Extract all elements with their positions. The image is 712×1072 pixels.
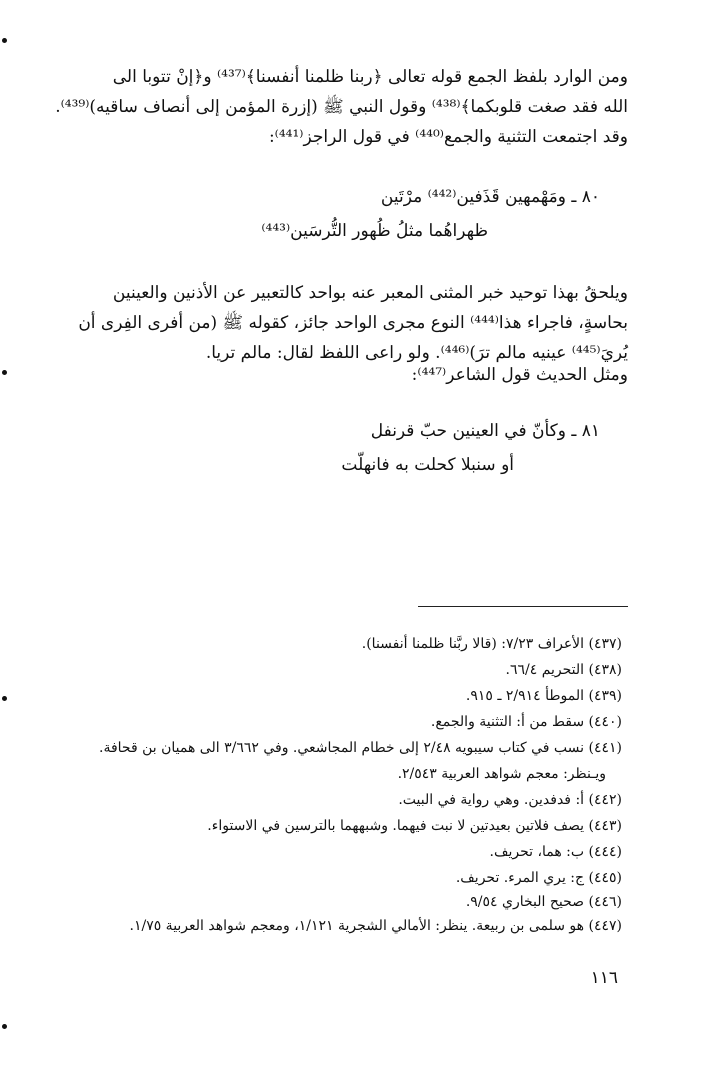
footnote-442: (٤٤٢) أ: فدفدين. وهي رواية في البيت.: [398, 792, 622, 808]
footnote-438: (٤٣٨) التحريم ٦٦/٤.: [505, 662, 622, 678]
body-line: ومن الوارد بلفظ الجمع قوله تعالى ﴿ربنا ظلمنا أنفسنا﴾⁽⁴³⁷⁾ و﴿إنْ تتوبا الى: [112, 67, 628, 87]
footnote-437: (٤٣٧) الأعراف ٧/٢٣: (قالا ربَّنا ظلمنا أنفسنا).: [361, 636, 622, 652]
verse-81-second-hemistich: أو سنبلا كحلت به فانهلّت: [341, 455, 514, 475]
body-line: ويلحقُ بهذا توحيد خبر المثنى المعبر عنه بواحد كالتعبير عن الأذنين والعينين: [112, 283, 628, 303]
footnote-445: (٤٤٥) ج: يري المرء. تحريف.: [455, 870, 622, 886]
footnote-447: (٤٤٧) هو سلمى بن ربيعة. ينظر: الأمالي الشجرية ١/١٢١، ومعجم شواهد العربية ١/٧٥.: [129, 918, 622, 934]
footnote-separator: [418, 606, 628, 607]
footnote-439: (٤٣٩) الموطأ ٢/٩١٤ ـ ٩١٥.: [465, 688, 622, 704]
footnote-441-continuation: ويـنظر: معجم شواهد العربية ٢/٥٤٣.: [397, 766, 606, 782]
margin-mark: [2, 370, 7, 375]
verse-80-second-hemistich: ظهراهُما مثلُ ظُهور التُّرسَين⁽⁴⁴³⁾: [261, 221, 488, 241]
body-line: وقد اجتمعت التثنية والجمع⁽⁴⁴⁰⁾ في قول الراجز⁽⁴⁴¹⁾:: [268, 127, 628, 147]
verse-80-first-hemistich: ٨٠ ـ ومَهْمهين قَذَفين⁽⁴⁴²⁾ مرْتَين: [380, 187, 600, 207]
footnote-443: (٤٤٣) يصف فلاتين بعيدتين لا نبت فيهما. وشبههما بالترسين في الاستواء.: [207, 818, 622, 834]
margin-mark: [2, 1024, 7, 1029]
body-line: بحاسةٍ، فاجراء هذا⁽⁴⁴⁴⁾ النوع مجرى الواحد جائز، كقوله ﷺ (من أفرى الفِرى أن: [78, 313, 628, 333]
footnote-444: (٤٤٤) ب: هما، تحريف.: [489, 844, 622, 860]
body-line: الله فقد صغت قلوبكما﴾⁽⁴³⁸⁾ وقول النبي ﷺ (إزرة المؤمن إلى أنصاف ساقيه)⁽⁴³⁹⁾.: [55, 97, 628, 117]
body-line: يُريَ⁽⁴⁴⁵⁾ عينيه مالم ترَ)⁽⁴⁴⁶⁾. ولو راعى اللفظ لقال: مالم تريا.: [205, 343, 628, 363]
page-number: ١١٦: [590, 968, 618, 988]
margin-mark: [2, 38, 7, 43]
footnote-440: (٤٤٠) سقط من أ: التثنية والجمع.: [430, 714, 622, 730]
body-line: ومثل الحديث قول الشاعر⁽⁴⁴⁷⁾:: [411, 365, 628, 385]
footnote-446: (٤٤٦) صحيح البخاري ٩/٥٤.: [465, 894, 622, 910]
footnote-441: (٤٤١) نسب في كتاب سيبويه ٢/٤٨ إلى خطام المجاشعي. وفي ٣/٦٦٢ الى هميان بن قحافة.: [99, 740, 622, 756]
margin-mark: [2, 696, 7, 701]
verse-81-first-hemistich: ٨١ ـ وكأنّ في العينين حبّ قرنفل: [370, 421, 600, 441]
